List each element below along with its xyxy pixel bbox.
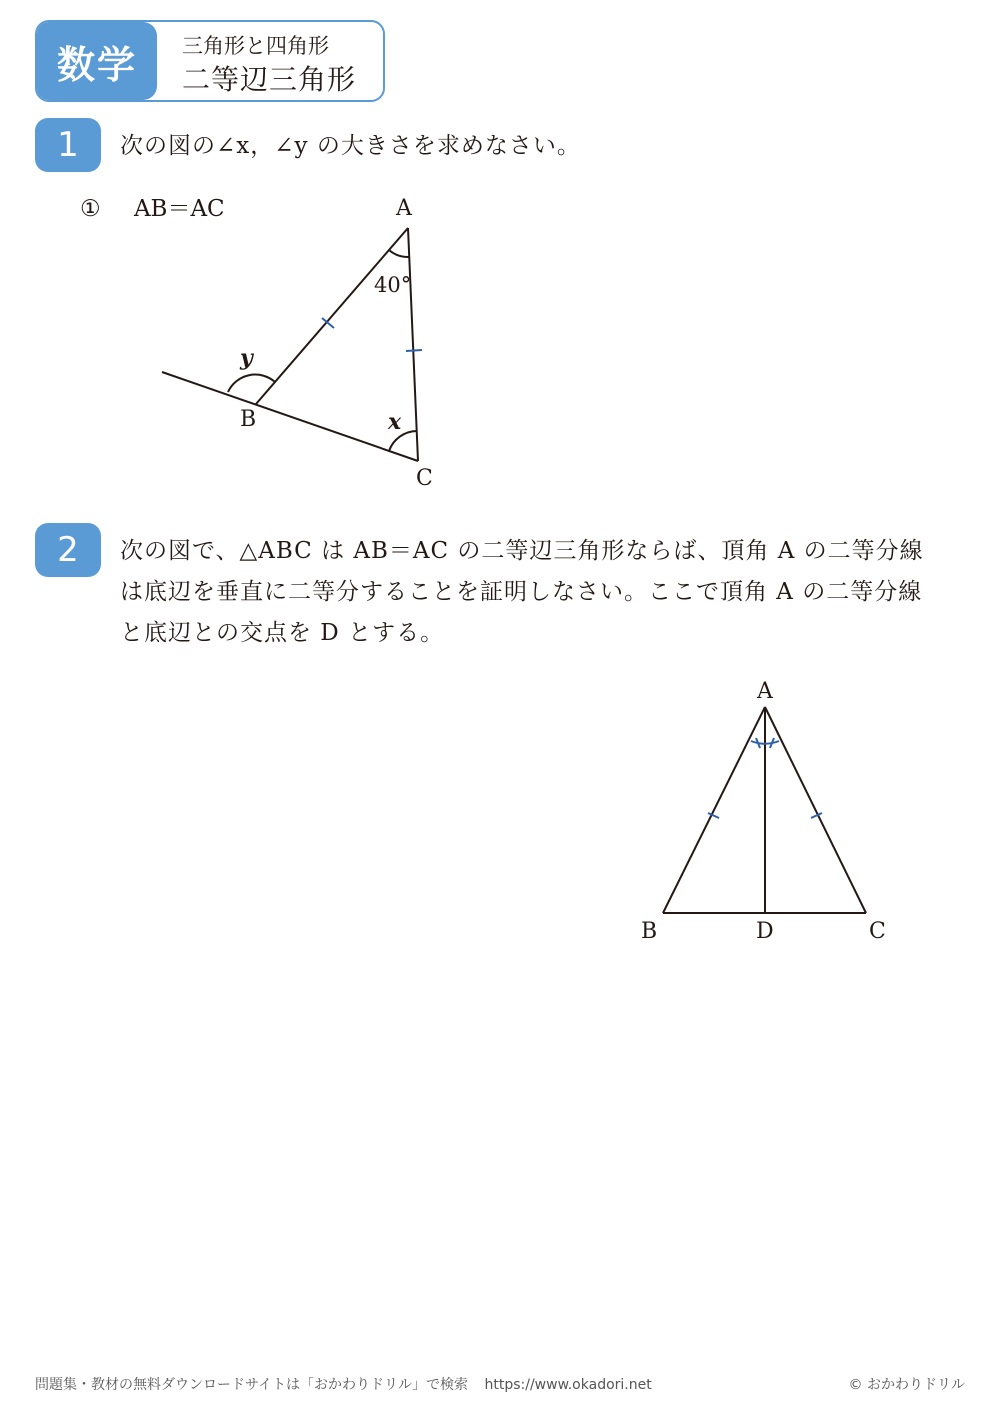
footer-copyright: © おかわりドリル bbox=[848, 1377, 965, 1393]
question-2-line-3: と底辺との交点を D とする。 bbox=[120, 620, 445, 646]
vertex-label-b: B bbox=[240, 407, 257, 432]
question-1-prompt: 次の図の∠x，∠y の大きさを求めなさい。 bbox=[120, 133, 581, 159]
vertex-label-b: B bbox=[641, 919, 658, 944]
point-label-d: D bbox=[756, 919, 774, 944]
angle-a-label: 40° bbox=[374, 273, 412, 297]
side-ab bbox=[663, 707, 765, 913]
footer-url[interactable]: https://www.okadori.net bbox=[484, 1377, 652, 1393]
unit-title: 三角形と四角形 bbox=[182, 34, 329, 58]
vertex-label-c: C bbox=[869, 919, 886, 944]
side-ac bbox=[765, 707, 866, 913]
vertex-label-a: A bbox=[396, 196, 412, 221]
topic-title: 二等辺三角形 bbox=[182, 63, 357, 96]
angle-y-label: y bbox=[240, 345, 253, 371]
sub-question-condition: AB＝AC bbox=[133, 196, 225, 222]
question-2-line-1: 次の図で、△ABC は AB＝AC の二等辺三角形ならば、頂角 A の二等分線 bbox=[120, 538, 924, 564]
vertex-label-a: A bbox=[757, 679, 773, 704]
vertex-label-c: C bbox=[416, 466, 433, 491]
question-1-number: 1 bbox=[35, 118, 101, 172]
sub-question-number: ① bbox=[80, 196, 101, 222]
angle-x-label: x bbox=[388, 409, 402, 435]
question-2-line-2: は底辺を垂直に二等分することを証明しなさい。ここで頂角 A の二等分線 bbox=[120, 579, 923, 605]
footer-site-info bbox=[35, 1374, 652, 1394]
question-2-number: 2 bbox=[35, 523, 101, 577]
subject-badge: 数学 bbox=[37, 22, 157, 100]
footer-site-text: 問題集・教材の無料ダウンロードサイトは「おかわりドリル」で検索 bbox=[35, 1377, 469, 1393]
